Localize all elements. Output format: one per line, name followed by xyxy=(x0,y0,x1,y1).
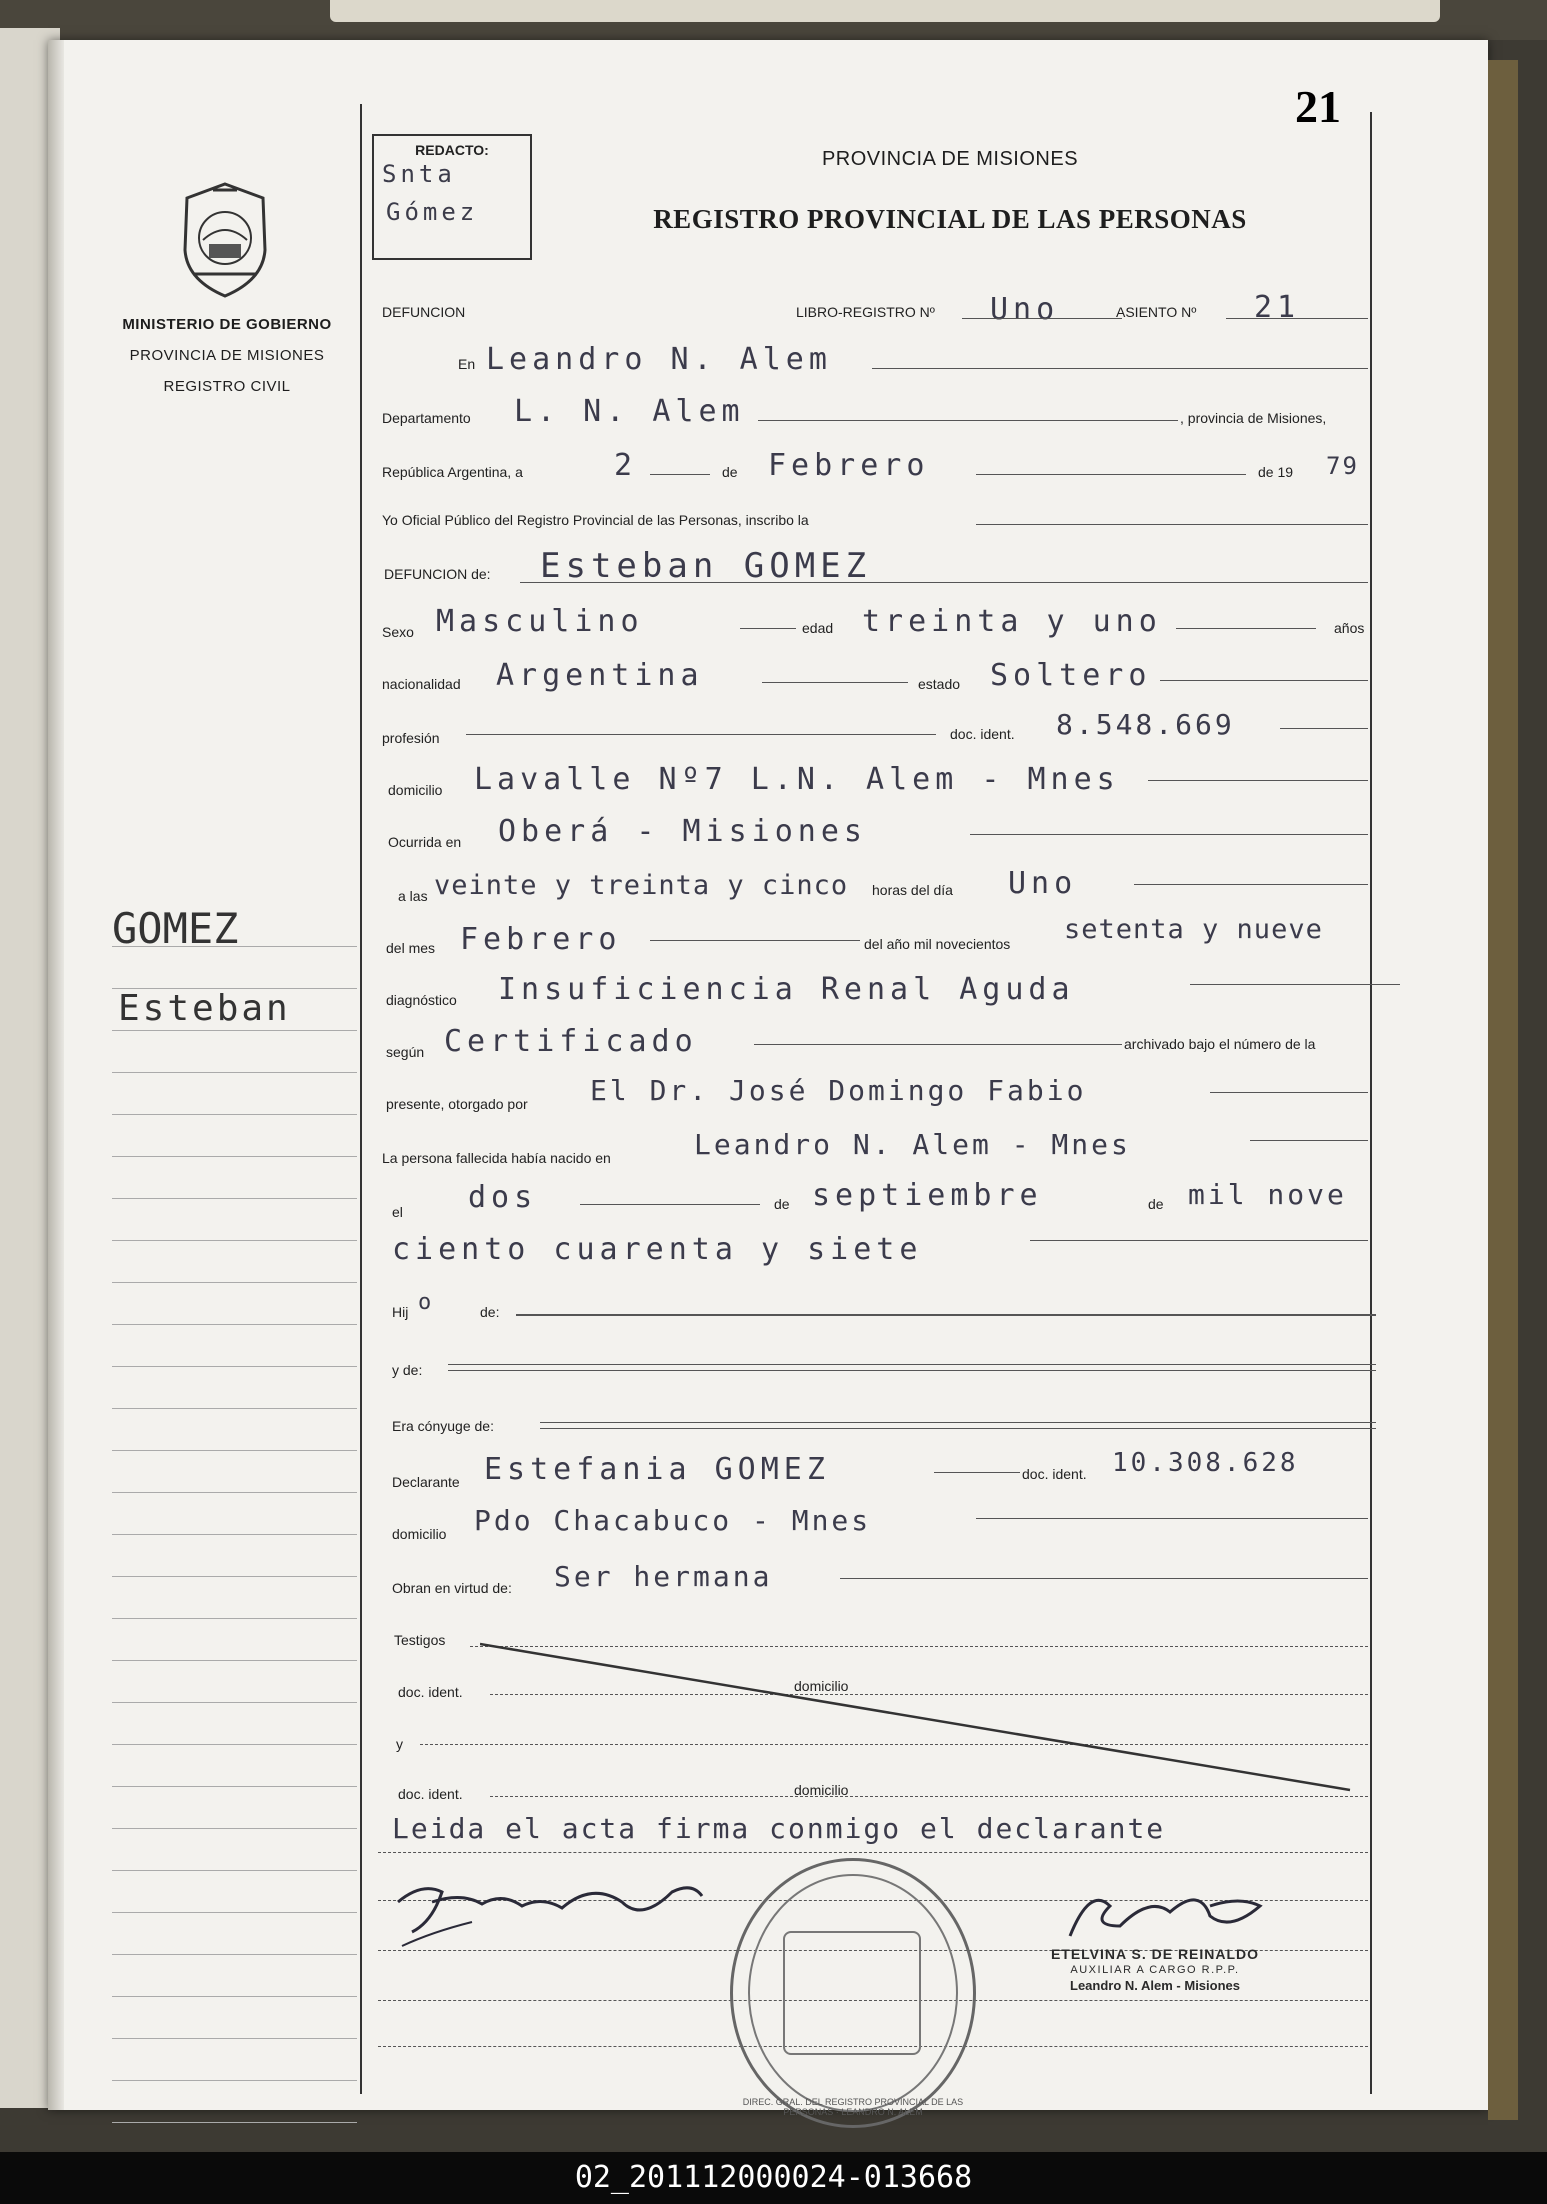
value-domicilio: Lavalle Nº7 L.N. Alem - Mnes xyxy=(474,762,1120,797)
label-y-de: y de: xyxy=(392,1362,423,1378)
value-diagnostico: Insuficiencia Renal Aguda xyxy=(498,972,1075,1007)
rule-estado xyxy=(1160,680,1368,681)
label-profesion: profesión xyxy=(382,730,440,746)
label-doc-ident: doc. ident. xyxy=(950,726,1015,742)
label-de-19: de 19 xyxy=(1258,464,1294,480)
value-libro: Uno xyxy=(990,292,1060,327)
label-ocurrida: Ocurrida en xyxy=(388,834,462,850)
value-hora: veinte y treinta y cinco xyxy=(434,870,849,901)
label-domicilio: domicilio xyxy=(388,782,443,798)
rule-hijo-de xyxy=(516,1314,1376,1316)
rule-dia-fallecimiento xyxy=(1134,884,1368,885)
page-side-shadow xyxy=(1488,60,1518,2120)
label-de-nac-anio: de xyxy=(1148,1196,1164,1212)
stamp-emblem-icon xyxy=(783,1931,921,2055)
page-spine xyxy=(48,40,64,2110)
label-testigo2-doc: doc. ident. xyxy=(398,1786,463,1802)
label-defuncion: DEFUNCION xyxy=(382,304,466,320)
rule-diagnostico xyxy=(1190,984,1400,985)
label-decl-doc: doc. ident. xyxy=(1022,1466,1087,1482)
form-left-border xyxy=(360,104,362,2094)
value-sexo: Masculino xyxy=(436,604,644,639)
label-del-ano: del año mil novecientos xyxy=(864,936,1011,952)
official-signature xyxy=(1060,1876,1280,1956)
redacto-value-1: Snta xyxy=(382,160,456,188)
label-archivado: archivado bajo el número de la xyxy=(1124,1036,1316,1052)
rule-profesion xyxy=(466,734,936,735)
rule-doc xyxy=(1280,728,1368,729)
official-role: AUXILIAR A CARGO R.P.P. xyxy=(1070,1964,1240,1976)
rule-decl-domicilio xyxy=(976,1518,1368,1519)
official-signature-block xyxy=(995,1946,1315,1993)
rule-declarante xyxy=(934,1472,1020,1473)
rule-conyuge xyxy=(540,1422,1376,1423)
value-edad: treinta y uno xyxy=(862,604,1162,639)
label-el: el xyxy=(392,1204,403,1220)
label-provincia: , provincia de Misiones, xyxy=(1180,410,1327,426)
value-dia: 2 xyxy=(614,448,638,483)
value-cierre: Leida el acta firma conmigo el declarante xyxy=(392,1812,1166,1845)
rule-mes xyxy=(976,474,1246,475)
label-decl-domicilio: domicilio xyxy=(392,1526,447,1542)
label-horas-del-dia: horas del día xyxy=(872,882,953,898)
label-testigo1-domicilio: domicilio xyxy=(794,1678,849,1694)
value-anio: 79 xyxy=(1326,452,1359,480)
redacto-value-2: Gómez xyxy=(386,198,479,226)
label-nacionalidad: nacionalidad xyxy=(382,676,461,692)
label-declarante: Declarante xyxy=(392,1474,460,1490)
rule-dia xyxy=(650,474,710,475)
rule-y-de-2 xyxy=(448,1370,1376,1371)
rule-sexo xyxy=(740,628,796,629)
value-doc: 8.548.669 xyxy=(1056,708,1235,741)
label-testigo-y: y xyxy=(396,1736,403,1752)
declarant-signature xyxy=(392,1862,712,1952)
label-hijo-de: de: xyxy=(480,1304,500,1320)
rule-nac-dia xyxy=(580,1204,760,1205)
label-a-las: a las xyxy=(398,888,428,904)
label-testigo1-doc: doc. ident. xyxy=(398,1684,463,1700)
page-number: 21 xyxy=(1295,81,1341,132)
rule-libro xyxy=(962,318,1122,319)
rule-otorgado xyxy=(1210,1092,1368,1093)
value-en: Leandro N. Alem xyxy=(486,342,832,377)
ministry-heading xyxy=(100,316,354,395)
rule-nacionalidad xyxy=(762,682,908,683)
rule-closing-1 xyxy=(378,1852,1368,1853)
value-nac-dia: dos xyxy=(468,1180,538,1215)
label-testigos: Testigos xyxy=(394,1632,446,1648)
label-en: En xyxy=(458,356,476,372)
redacto-box xyxy=(372,134,532,260)
registry-stamp xyxy=(730,1858,976,2128)
rule-ocurrida xyxy=(970,834,1368,835)
value-asiento: 21 xyxy=(1254,290,1301,325)
value-nac-anio-1: mil nove xyxy=(1188,1178,1347,1211)
label-hijo: Hij xyxy=(392,1304,409,1320)
value-decl-doc: 10.308.628 xyxy=(1112,1448,1299,1478)
value-declarante: Estefania GOMEZ xyxy=(484,1452,830,1487)
rule-y-de xyxy=(448,1364,1376,1365)
value-dia-fallecimiento: Uno xyxy=(1008,866,1078,901)
label-de-mes: de xyxy=(722,464,738,480)
value-hijo-suffix: o xyxy=(418,1290,437,1315)
label-republica: República Argentina, a xyxy=(382,464,523,480)
label-del-mes: del mes xyxy=(386,940,436,956)
value-nac-mes: septiembre xyxy=(812,1178,1043,1213)
label-defuncion-de: DEFUNCION de: xyxy=(384,566,491,582)
value-estado: Soltero xyxy=(990,658,1152,693)
official-name: ETELVINA S. DE REINALDO xyxy=(1050,1946,1260,1962)
rule-domicilio xyxy=(1148,780,1368,781)
label-conyuge: Era cónyuge de: xyxy=(392,1418,494,1434)
ministry-registry: REGISTRO CIVIL xyxy=(163,378,291,395)
value-nacido-en: Leandro N. Alem - Mnes xyxy=(694,1128,1131,1161)
rule-edad xyxy=(1176,628,1316,629)
value-decl-domicilio: Pdo Chacabuco - Mnes xyxy=(474,1504,872,1537)
value-otorgado: El Dr. José Domingo Fabio xyxy=(590,1074,1087,1107)
provincial-emblem-icon xyxy=(173,180,277,300)
label-departamento: Departamento xyxy=(382,410,471,426)
label-asiento: ASIENTO Nº xyxy=(1116,304,1197,320)
redacto-label: REDACTO: xyxy=(415,142,489,158)
ministry-name: MINISTERIO DE GOBIERNO xyxy=(122,316,332,333)
label-libro-registro: LIBRO-REGISTRO Nº xyxy=(796,304,935,320)
label-segun: según xyxy=(386,1044,425,1060)
value-ocurrida: Oberá - Misiones xyxy=(498,814,867,849)
label-obran: Obran en virtud de: xyxy=(392,1580,512,1596)
label-anos: años xyxy=(1334,620,1365,636)
testigos-cancel-stroke xyxy=(480,1640,1380,1800)
label-de-nac-mes: de xyxy=(774,1196,790,1212)
value-departamento: L. N. Alem xyxy=(514,394,745,429)
rule-departamento xyxy=(758,420,1178,421)
rule-en xyxy=(872,368,1368,369)
value-anio-fallecimiento: setenta y nueve xyxy=(1064,914,1323,945)
value-nacionalidad: Argentina xyxy=(496,658,704,693)
label-testigo2-domicilio: domicilio xyxy=(794,1782,849,1798)
ministry-province: PROVINCIA DE MISIONES xyxy=(129,347,325,364)
label-oficial: Yo Oficial Público del Registro Provincial de las Personas, inscribo la xyxy=(382,512,809,528)
label-nacido-en: La persona fallecida había nacido en xyxy=(382,1150,611,1166)
official-place: Leandro N. Alem - Misiones xyxy=(1070,1978,1240,1993)
header-province: PROVINCIA DE MISIONES xyxy=(821,148,1079,170)
rule-nombre xyxy=(520,582,1368,583)
rule-oficial xyxy=(976,524,1368,525)
label-sexo: Sexo xyxy=(382,624,414,640)
label-diagnostico: diagnóstico xyxy=(386,992,457,1008)
rule-mes-fallecimiento xyxy=(650,940,860,941)
value-segun: Certificado xyxy=(444,1024,698,1059)
header-registry: REGISTRO PROVINCIAL DE LAS PERSONAS xyxy=(653,204,1247,234)
rule-nacido-en xyxy=(1250,1140,1368,1141)
label-presente: presente, otorgado por xyxy=(386,1096,528,1112)
label-estado: estado xyxy=(918,676,961,692)
margin-given-name: Esteban xyxy=(118,988,291,1029)
rule-segun xyxy=(754,1044,1122,1045)
value-mes: Febrero xyxy=(768,448,930,483)
rule-nac-anio-2 xyxy=(1030,1240,1368,1241)
image-caption: 02_201112000024-013668 xyxy=(0,2152,1547,2204)
rule-obran xyxy=(840,1578,1368,1579)
rule-conyuge-2 xyxy=(540,1428,1376,1429)
value-nac-anio-2: ciento cuarenta y siete xyxy=(392,1232,923,1267)
margin-ruled-lines xyxy=(112,905,357,2123)
rule-asiento xyxy=(1226,318,1368,319)
value-nombre: Esteban GOMEZ xyxy=(540,546,872,586)
value-obran: Ser hermana xyxy=(554,1560,773,1593)
stamp-text: DIREC. GRAL. DEL REGISTRO PROVINCIAL DE LAS PERSONAS · LEANDRO N. ALEM xyxy=(742,2097,964,2117)
label-edad: edad xyxy=(802,620,834,636)
value-mes-fallecimiento: Febrero xyxy=(460,922,622,957)
margin-surname: GOMEZ xyxy=(112,904,239,953)
folder-tab xyxy=(330,0,1440,22)
background-top xyxy=(0,0,1547,40)
